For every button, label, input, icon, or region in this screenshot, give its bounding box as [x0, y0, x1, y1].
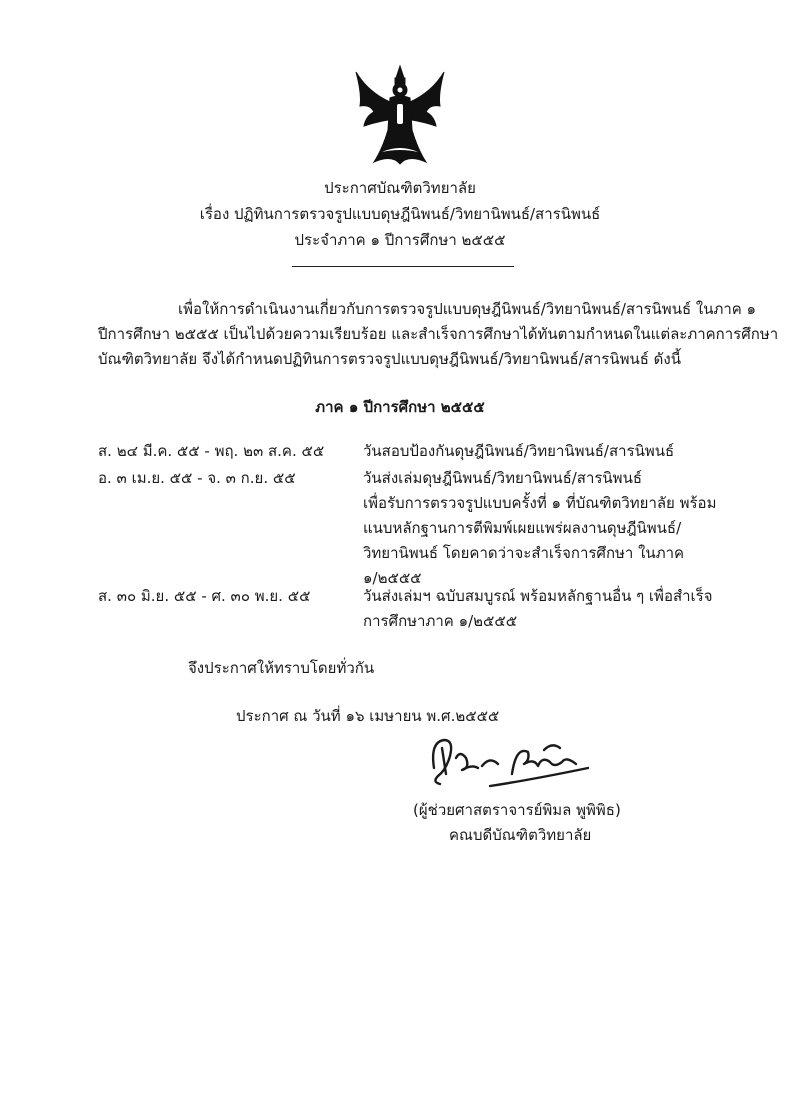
- closing-text: จึงประกาศให้ทราบโดยทั่วกัน: [188, 659, 375, 677]
- intro-line-2: ปีการศึกษา ๒๕๕๕ เป็นไปด้วยความเรียบร้อย และสำเร็จการศึกษาได้ทันตามกำหนดในแต่ละภาคการศึกษา: [98, 325, 779, 343]
- schedule-desc: ๑/๒๕๕๕: [363, 569, 422, 587]
- schedule-desc: วันสอบป้องกันดุษฎีนิพนธ์/วิทยานิพนธ์/สารนิพนธ์: [363, 442, 675, 460]
- announce-date: ประกาศ ณ วันที่ ๑๖ เมษายน พ.ศ.๒๕๕๕: [236, 707, 500, 725]
- schedule-date: ส. ๓๐ มิ.ย. ๕๕ - ศ. ๓๐ พ.ย. ๕๕: [98, 587, 311, 605]
- schedule-desc: วันส่งเล่มฯ ฉบับสมบูรณ์ พร้อมหลักฐานอื่น ๆ เพื่อสำเร็จ: [363, 587, 713, 605]
- signature-icon: [420, 728, 610, 792]
- garuda-emblem-icon: [352, 64, 448, 174]
- schedule-desc: การศึกษาภาค ๑/๒๕๕๕: [363, 612, 518, 630]
- schedule-desc: วิทยานิพนธ์ โดยคาดว่าจะสำเร็จการศึกษา ในภาค: [363, 544, 685, 562]
- announcement-org: ประกาศบัณฑิตวิทยาลัย: [324, 179, 476, 197]
- section-title: ภาค ๑ ปีการศึกษา ๒๕๕๕: [315, 398, 485, 416]
- intro-line-3: บัณฑิตวิทยาลัย จึงได้กำหนดปฏิทินการตรวจรูปแบบดุษฎีนิพนธ์/วิทยานิพนธ์/สารนิพนธ์ ดังนี้: [98, 350, 681, 368]
- announcement-subject: เรื่อง ปฏิทินการตรวจรูปแบบดุษฎีนิพนธ์/วิทยานิพนธ์/สารนิพนธ์: [199, 205, 601, 223]
- signer-name: (ผู้ช่วยศาสตราจารย์พิมล พูพิพิธ): [413, 801, 621, 819]
- signer-title: คณบดีบัณฑิตวิทยาลัย: [449, 826, 592, 844]
- schedule-desc: เพื่อรับการตรวจรูปแบบครั้งที่ ๑ ที่บัณฑิตวิทยาลัย พร้อม: [363, 494, 717, 512]
- header-divider: [292, 266, 514, 267]
- schedule-date: ส. ๒๔ มี.ค. ๕๕ - พฤ. ๒๓ ส.ค. ๕๕: [98, 442, 325, 460]
- schedule-desc: แนบหลักฐานการตีพิมพ์เผยแพร่ผลงานดุษฎีนิพนธ์/: [363, 519, 682, 537]
- intro-line-1: เพื่อให้การดำเนินงานเกี่ยวกับการตรวจรูปแบบดุษฎีนิพนธ์/วิทยานิพนธ์/สารนิพนธ์ ในภาค ๑: [178, 300, 757, 318]
- announcement-term: ประจำภาค ๑ ปีการศึกษา ๒๕๕๕: [294, 231, 506, 249]
- schedule-date: อ. ๓ เม.ย. ๕๕ - จ. ๓ ก.ย. ๕๕: [98, 469, 296, 487]
- schedule-desc: วันส่งเล่มดุษฎีนิพนธ์/วิทยานิพนธ์/สารนิพนธ์: [363, 469, 642, 487]
